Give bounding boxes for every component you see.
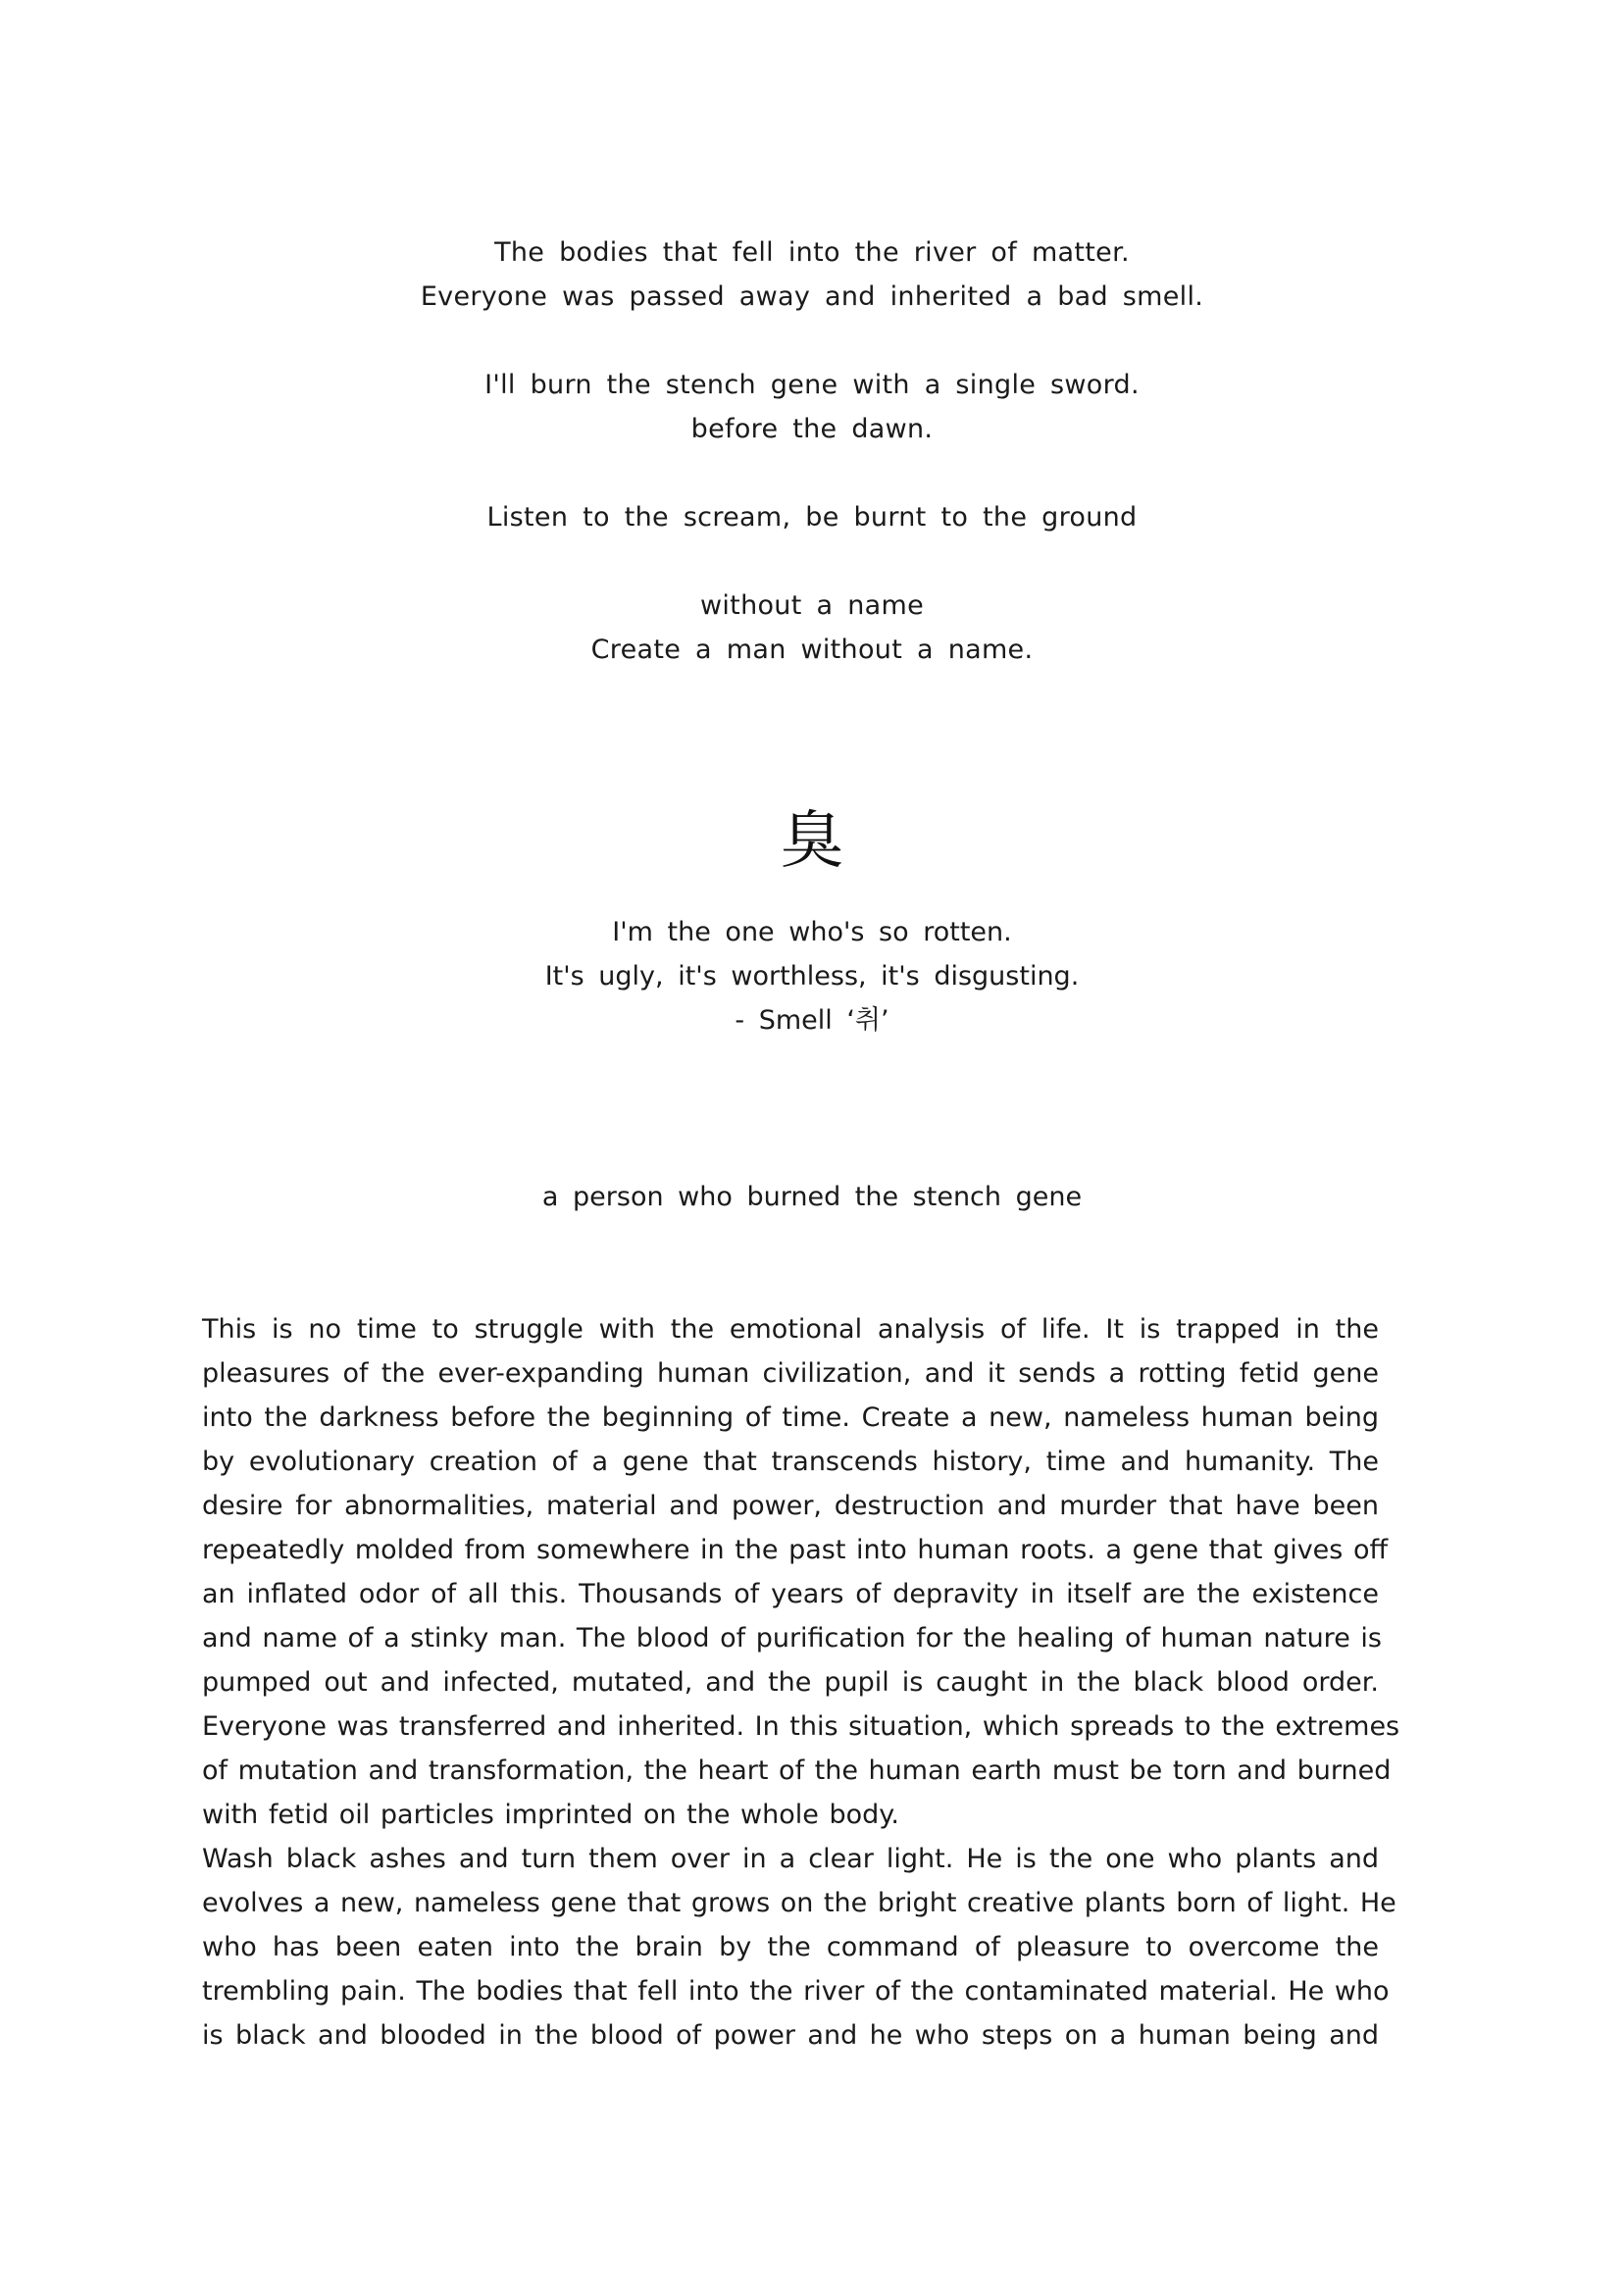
- body-line: repeatedly molded from somewhere in the past into human roots. a gene that gives off: [202, 1535, 1389, 1565]
- quote-block: [0, 910, 1624, 1043]
- body-line: and name of a stinky man. The blood of purification for the healing of human nature is: [202, 1623, 1382, 1653]
- body-paragraphs: [202, 1307, 1400, 2058]
- body-line: evolves a new, nameless gene that grows on the bright creative plants born of light. He: [202, 1888, 1396, 1918]
- poem-line: Listen to the scream, be burnt to the ground: [486, 502, 1138, 533]
- body-line: Wash black ashes and turn them over in a clear light. He is the one who plants and: [202, 1844, 1379, 1874]
- quote-attribution: - Smell ‘취’: [735, 1005, 889, 1036]
- body-line: with fetid oil particles imprinted on the whole body.: [202, 1800, 899, 1830]
- section-subtitle: a person who burned the stench gene: [541, 1182, 1083, 1212]
- body-line: desire for abnormalities, material and power, destruction and murder that have been: [202, 1491, 1379, 1521]
- stanza-gap: [0, 319, 1624, 363]
- body-line: by evolutionary creation of a gene that transcends history, time and humanity. The: [202, 1447, 1379, 1477]
- body-line: This is no time to struggle with the emotional analysis of life. It is trapped in the: [202, 1314, 1379, 1345]
- body-line: an inflated odor of all this. Thousands of years of depravity in itself are the existence: [202, 1579, 1379, 1609]
- body-line: pumped out and infected, mutated, and the pupil is caught in the black blood order.: [202, 1667, 1379, 1698]
- kanji-title: 臭: [781, 805, 843, 878]
- body-line: trembling pain. The bodies that fell into the river of the contaminated material. He who: [202, 1976, 1390, 2007]
- body-line: into the darkness before the beginning of time. Create a new, nameless human being: [202, 1402, 1379, 1433]
- quote-line: I'm the one who's so rotten.: [612, 917, 1012, 947]
- body-line: who has been eaten into the brain by the command of pleasure to overcome the: [202, 1932, 1379, 1962]
- poem-line: Everyone was passed away and inherited a bad smell.: [420, 281, 1204, 312]
- poem-line: I'll burn the stench gene with a single sword.: [484, 370, 1140, 400]
- body-line: Everyone was transferred and inherited. In this situation, which spreads to the extremes: [202, 1711, 1400, 1742]
- body-line: is black and blooded in the blood of power and he who steps on a human being and: [202, 2020, 1379, 2051]
- poem-line: Create a man without a name.: [590, 635, 1034, 665]
- stanza-gap: [0, 539, 1624, 584]
- poem: [0, 230, 1624, 672]
- poem-line: The bodies that fell into the river of matter.: [494, 237, 1130, 268]
- quote-line: It's ugly, it's worthless, it's disgusting.: [544, 961, 1080, 992]
- stanza-gap: [0, 451, 1624, 495]
- poem-line: without a name: [700, 590, 924, 621]
- body-line: of mutation and transformation, the heart of the human earth must be torn and burned: [202, 1755, 1392, 1786]
- body-line: pleasures of the ever-expanding human civilization, and it sends a rotting fetid gene: [202, 1358, 1379, 1389]
- poem-line: before the dawn.: [690, 414, 934, 444]
